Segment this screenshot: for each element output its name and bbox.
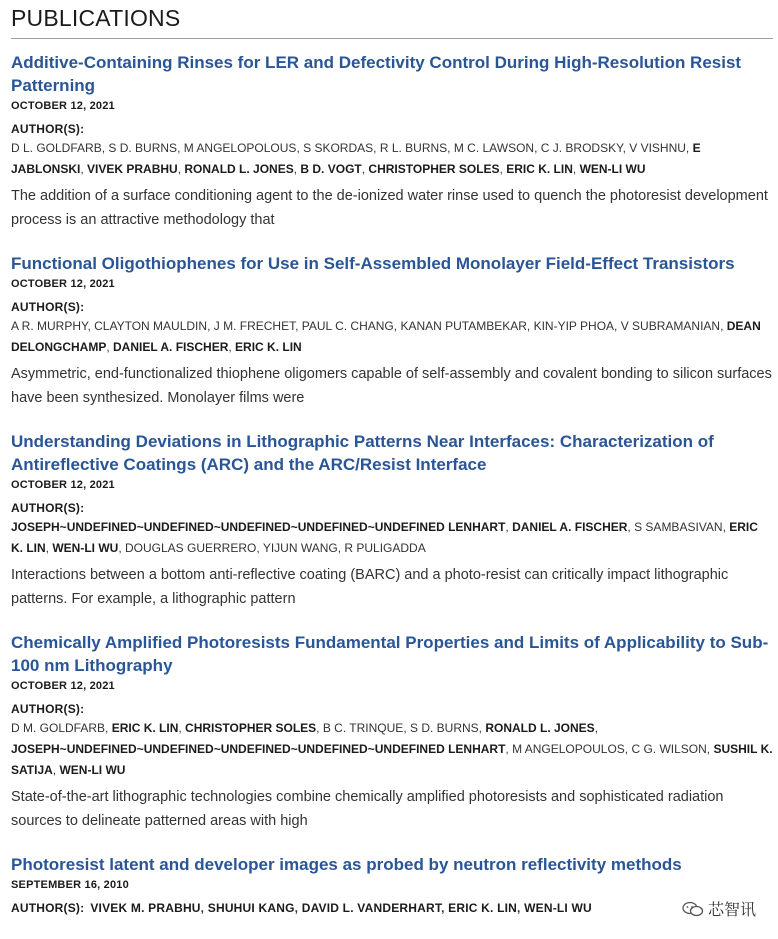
author-name: V SUBRAMANIAN xyxy=(620,319,721,333)
authors-label-text: AUTHOR(S): xyxy=(11,901,85,915)
authors-label: AUTHOR(S): xyxy=(11,702,85,716)
watermark-text: 芯智讯 xyxy=(707,902,756,919)
authors-label: AUTHOR(S): xyxy=(11,122,85,136)
author-name: J M. FRECHET xyxy=(213,319,296,333)
author-name[interactable]: ERIC K. LIN xyxy=(235,340,302,354)
authors-label: AUTHOR(S): xyxy=(11,501,85,515)
author-list: A R. MURPHY, CLAYTON MAULDIN, J M. FRECHET, PAUL C. CHANG, KANAN PUTAMBEKAR, KIN-YIP PHOA, V SUBRAMANIAN, DEAN DELONGCHAMP, DANIEL A. FISCHER, ERIC K. LIN xyxy=(11,319,761,354)
author-name[interactable]: SUSHIL K. SATIJA xyxy=(11,742,773,777)
publication-abstract: State-of-the-art lithographic technologies combine chemically amplified photoresists and sophisticated radiation sources to delineate patterned areas with high xyxy=(11,789,724,829)
publication-title-link[interactable]: Additive-Containing Rinses for LER and Defectivity Control During High-Resolution Resist Patterning xyxy=(11,53,742,95)
author-name[interactable]: DAVID L. VANDERHART xyxy=(301,901,442,915)
publication-date: OCTOBER 12, 2021 xyxy=(11,100,115,112)
watermark xyxy=(682,897,756,920)
author-name[interactable]: ERIC K. LIN xyxy=(448,901,518,915)
author-name[interactable]: DANIEL A. FISCHER xyxy=(512,520,628,534)
author-name: PAUL C. CHANG xyxy=(301,319,394,333)
author-name: C G. WILSON xyxy=(631,742,707,756)
author-name: KIN-YIP PHOA xyxy=(533,319,615,333)
author-name[interactable]: RONALD L. JONES xyxy=(184,162,294,176)
author-name: KANAN PUTAMBEKAR xyxy=(400,319,527,333)
author-name[interactable]: ERIC K. LIN xyxy=(11,520,758,555)
author-name[interactable]: VIVEK PRABHU xyxy=(87,162,178,176)
author-name[interactable]: CHRISTOPHER SOLES xyxy=(185,721,317,735)
publication-date: OCTOBER 12, 2021 xyxy=(11,479,115,491)
author-name: A R. MURPHY xyxy=(11,319,88,333)
author-name[interactable]: ERIC K. LIN xyxy=(111,721,179,735)
author-name[interactable]: VIVEK M. PRABHU xyxy=(90,901,201,915)
publication-title-link[interactable]: Functional Oligothiophenes for Use in Self-Assembled Monolayer Field-Effect Transistors xyxy=(11,254,735,273)
author-name: S D. BURNS xyxy=(409,721,479,735)
publications-page xyxy=(11,0,773,916)
author-name: R PULIGADDA xyxy=(344,541,426,555)
author-name: C J. BRODSKY xyxy=(540,141,623,155)
author-name[interactable]: SHUHUI KANG xyxy=(207,901,295,915)
authors-label: AUTHOR(S): xyxy=(11,300,85,314)
author-name[interactable]: WEN-LI WU xyxy=(52,541,119,555)
author-name: S SAMBASIVAN xyxy=(634,520,723,534)
author-list: D M. GOLDFARB, ERIC K. LIN, CHRISTOPHER SOLES, B C. TRINQUE, S D. BURNS, RONALD L. JONES, JOSEPH~UNDEFINED~UNDEFINED~UNDEFINED~UNDEFINED~UNDEFINED LENHART, M ANGELOPOULOS, C G. WILSON, SUSHIL K. SATIJA, WEN-LI WU xyxy=(11,721,773,777)
author-name: M ANGELOPOLOUS xyxy=(183,141,297,155)
author-name: B C. TRINQUE xyxy=(322,721,404,735)
publication-title-link[interactable]: Understanding Deviations in Lithographic Patterns Near Interfaces: Characterization of Antireflective Coatings (ARC) and the ARC/Resist Interface xyxy=(11,432,714,474)
section-title: PUBLICATIONS xyxy=(11,5,181,31)
author-name: M ANGELOPOULOS xyxy=(512,742,625,756)
author-name: DOUGLAS GUERRERO xyxy=(125,541,257,555)
publication-abstract: The addition of a surface conditioning agent to the de-ionized water rinse used to quench the photoresist development process is an attractive methodology that xyxy=(11,188,768,228)
author-name: D M. GOLDFARB xyxy=(11,721,106,735)
authors-label xyxy=(11,900,773,916)
author-list: VIVEK M. PRABHU, SHUHUI KANG, DAVID L. VANDERHART, ERIC K. LIN, WEN-LI WU xyxy=(90,901,592,915)
publication-title-link[interactable]: Photoresist latent and developer images as probed by neutron reflectivity methods xyxy=(11,855,682,874)
author-name[interactable]: ERIC K. LIN xyxy=(506,162,573,176)
section-divider xyxy=(11,38,773,39)
author-name: YIJUN WANG xyxy=(262,541,338,555)
author-name[interactable]: DANIEL A. FISCHER xyxy=(113,340,229,354)
wechat-icon xyxy=(682,901,704,917)
author-name: D L. GOLDFARB xyxy=(11,141,102,155)
publication-item xyxy=(11,853,773,916)
publication-title-link[interactable]: Chemically Amplified Photoresists Fundamental Properties and Limits of Applicability to Sub-100 nm Lithography xyxy=(11,633,769,675)
author-name: S D. BURNS xyxy=(108,141,178,155)
author-list: D L. GOLDFARB, S D. BURNS, M ANGELOPOLOUS, S SKORDAS, R L. BURNS, M C. LAWSON, C J. BRODSKY, V VISHNU, E JABLONSKI, VIVEK PRABHU, RONALD L. JONES, B D. VOGT, CHRISTOPHER SOLES, ERIC K. LIN, WEN-LI WU xyxy=(11,141,701,176)
publication-abstract: Interactions between a bottom anti-reflective coating (BARC) and a photo-resist can critically impact lithographic patterns. For example, a lithographic pattern xyxy=(11,567,729,607)
author-name: R L. BURNS xyxy=(379,141,448,155)
publication-abstract: Asymmetric, end-functionalized thiophene oligomers capable of self-assembly and covalent bonding to silicon surfaces have been synthesized. Monolayer films were xyxy=(11,366,772,406)
author-name: V VISHNU xyxy=(629,141,686,155)
author-name[interactable]: B D. VOGT xyxy=(300,162,362,176)
publication-item xyxy=(11,51,773,232)
publication-item xyxy=(11,631,773,833)
author-name[interactable]: WEN-LI WU xyxy=(59,763,126,777)
author-name: S SKORDAS xyxy=(303,141,374,155)
publication-item xyxy=(11,252,773,410)
publication-item xyxy=(11,430,773,611)
author-name[interactable]: CHRISTOPHER SOLES xyxy=(368,162,500,176)
author-name[interactable]: DEAN DELONGCHAMP xyxy=(11,319,761,354)
publication-date: OCTOBER 12, 2021 xyxy=(11,680,115,692)
author-name[interactable]: RONALD L. JONES xyxy=(485,721,595,735)
author-name: CLAYTON MAULDIN xyxy=(94,319,208,333)
author-list: JOSEPH~UNDEFINED~UNDEFINED~UNDEFINED~UNDEFINED~UNDEFINED LENHART, DANIEL A. FISCHER, S SAMBASIVAN, ERIC K. LIN, WEN-LI WU, DOUGLAS GUERRERO, YIJUN WANG, R PULIGADDA xyxy=(11,520,758,555)
publication-date: SEPTEMBER 16, 2010 xyxy=(11,879,129,891)
author-name[interactable]: WEN-LI WU xyxy=(524,901,592,915)
publication-date: OCTOBER 12, 2021 xyxy=(11,278,115,290)
author-name: M C. LAWSON xyxy=(453,141,535,155)
author-name[interactable]: JOSEPH~UNDEFINED~UNDEFINED~UNDEFINED~UNDEFINED~UNDEFINED LENHART xyxy=(11,520,506,534)
author-name[interactable]: WEN-LI WU xyxy=(579,162,646,176)
author-name[interactable]: JOSEPH~UNDEFINED~UNDEFINED~UNDEFINED~UNDEFINED~UNDEFINED LENHART xyxy=(11,742,506,756)
author-name[interactable]: E JABLONSKI xyxy=(11,141,701,176)
